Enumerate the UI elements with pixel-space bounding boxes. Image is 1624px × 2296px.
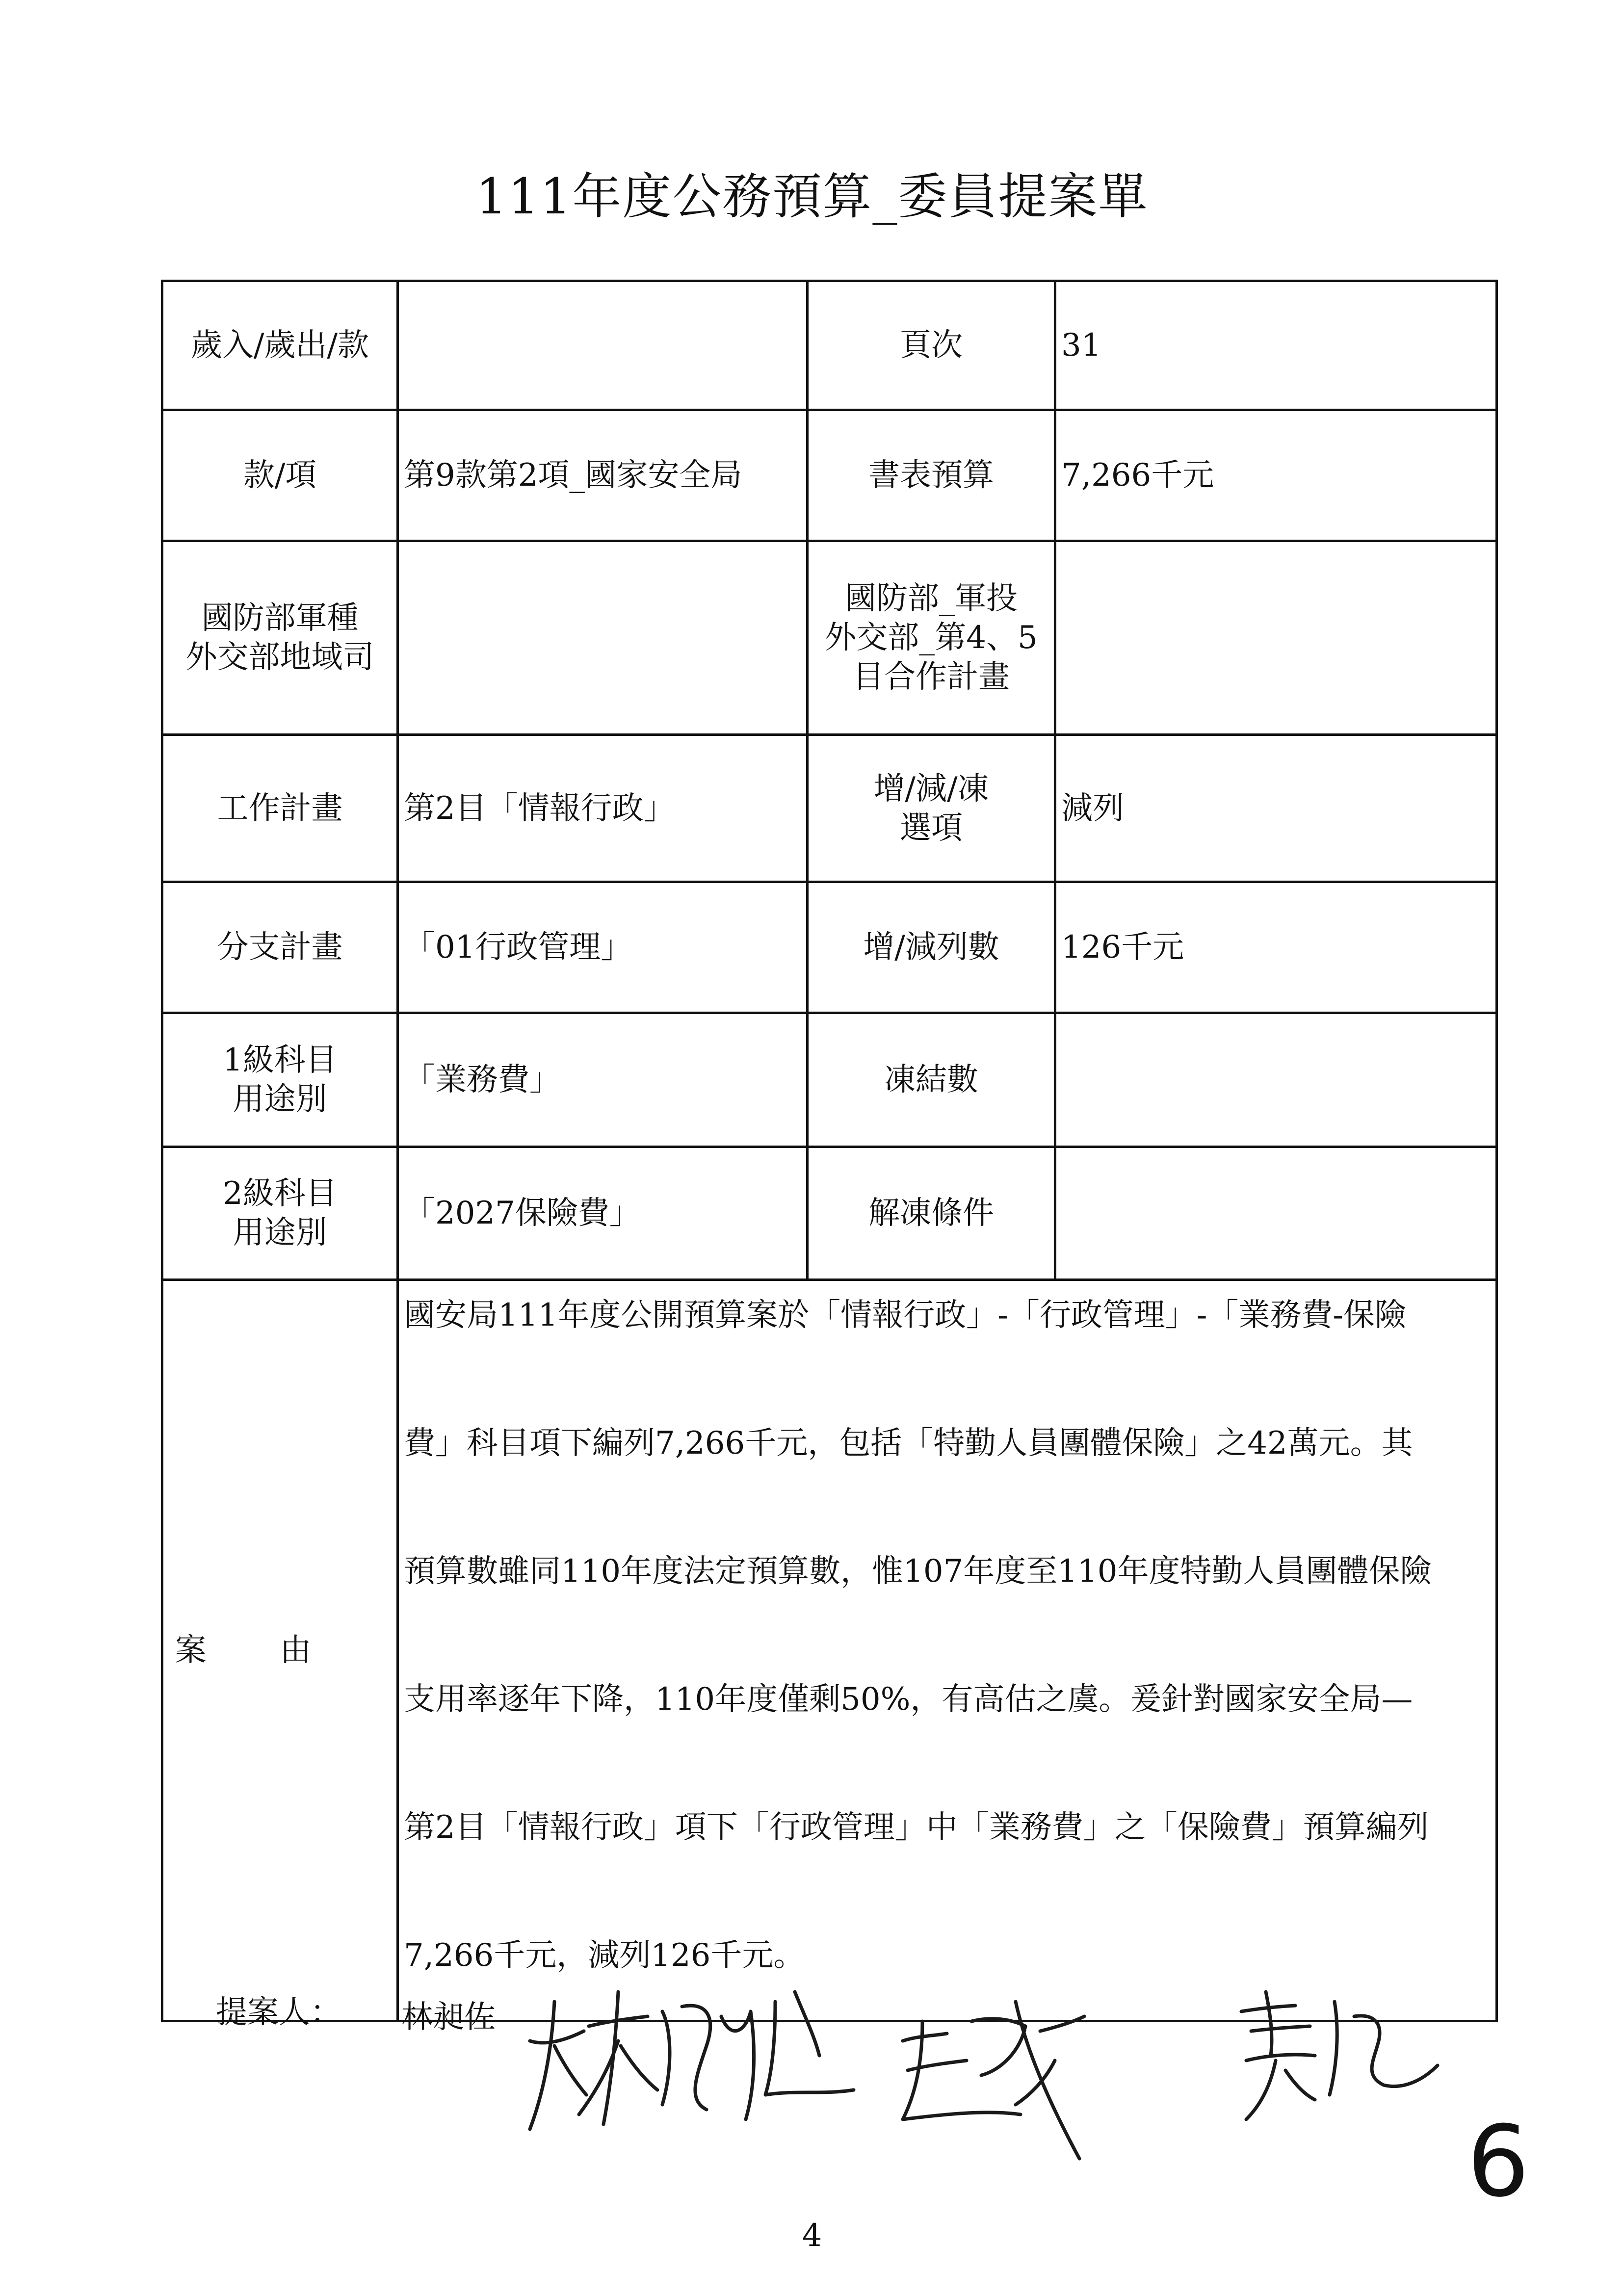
field-value-work-plan: 第2目「情報行政」 [398, 735, 808, 882]
field-label-line: 目合作計畫 [853, 659, 1010, 695]
reason-line: 第2目「情報行政」項下「行政管理」中「業務費」之「保險費」預算編列 [404, 1809, 1429, 1846]
proposer-name: 林昶佐 [401, 1999, 496, 2035]
field-label-work-plan: 工作計畫 [162, 735, 398, 882]
handwritten-page-mark: 6 [1467, 2105, 1530, 2219]
field-value-freeze-amount [1055, 1013, 1497, 1147]
field-label-line: 國防部軍種 [201, 600, 359, 636]
field-label-budget-category: 歲入/歲出/款 [162, 281, 398, 410]
field-value-reason [398, 1280, 1497, 2021]
table-row [162, 1280, 1497, 2021]
field-label-level2-subject [162, 1147, 398, 1280]
reason-line: 費」科目項下編列7,266千元，包括「特勤人員團體保險」之42萬元。其 [404, 1425, 1413, 1461]
field-label-line: 用途別 [233, 1215, 327, 1251]
field-value-budget-category [398, 281, 808, 410]
field-label-line: 外交部_第4、5 [825, 620, 1038, 656]
field-value-section: 第9款第2項_國家安全局 [398, 410, 808, 541]
table-row [162, 882, 1497, 1013]
field-label-freeze-amount: 凍結數 [808, 1013, 1055, 1147]
field-label-section: 款/項 [162, 410, 398, 541]
reason-line: 支用率逐年下降，110年度僅剩50%，有高估之虞。爰針對國家安全局— [404, 1681, 1413, 1718]
proposal-form-table [161, 280, 1498, 2022]
proposer-label: 提案人： [216, 1994, 341, 2031]
field-label-line: 選項 [900, 809, 963, 846]
field-label-adjust-option [808, 735, 1055, 882]
field-label-line: 國防部_軍投 [845, 580, 1018, 617]
field-label-page: 頁次 [808, 281, 1055, 410]
field-label-line: 外交部地域司 [185, 639, 374, 676]
field-label-line: 1級科目 [223, 1042, 337, 1078]
field-value-adjust-option: 減列 [1055, 735, 1497, 882]
reason-line: 國安局111年度公開預算案於「情報行政」-「行政管理」-「業務費-保險 [404, 1297, 1407, 1333]
field-label-line: 2級科目 [223, 1175, 337, 1212]
field-value-adjust-amount: 126千元 [1055, 882, 1497, 1013]
field-value-level2-subject: 「2027保險費」 [398, 1147, 808, 1280]
reason-line: 預算數雖同110年度法定預算數，惟107年度至110年度特勤人員團體保險 [404, 1553, 1432, 1590]
field-value-branch-plan: 「01行政管理」 [398, 882, 808, 1013]
page-number: 4 [802, 2218, 822, 2254]
page-title: 111年度公務預算_委員提案單 [475, 168, 1149, 225]
field-label-line: 增/減/凍 [873, 770, 989, 807]
table-row [162, 735, 1497, 882]
field-value-defense-plan [1055, 541, 1497, 735]
table-row [162, 410, 1497, 541]
field-label-adjust-amount: 增/減列數 [808, 882, 1055, 1013]
field-label-reason: 案由 [162, 1280, 398, 2021]
table-row [162, 281, 1497, 410]
signature-2 [903, 2002, 1084, 2159]
field-label-level1-subject [162, 1013, 398, 1147]
table-row [162, 541, 1497, 735]
field-label-branch-plan: 分支計畫 [162, 882, 398, 1013]
field-value-page: 31 [1055, 281, 1497, 410]
field-label-defense-foreign [162, 541, 398, 735]
field-label-line: 用途別 [233, 1081, 327, 1118]
field-value-level1-subject: 「業務費」 [398, 1013, 808, 1147]
field-value-defense-foreign [398, 541, 808, 735]
field-label-defense-plan [808, 541, 1055, 735]
handwritten-signatures [500, 1972, 1492, 2178]
field-label-statement-budget: 書表預算 [808, 410, 1055, 541]
signature-3 [1241, 1992, 1438, 2119]
table-row [162, 1013, 1497, 1147]
field-value-statement-budget: 7,266千元 [1055, 410, 1497, 541]
reason-text [404, 1252, 1491, 2020]
signature-1 [530, 1992, 854, 2129]
reason-line: 7,266千元，減列126千元。 [404, 1937, 805, 1974]
field-label-unfreeze-condition: 解凍條件 [808, 1147, 1055, 1280]
